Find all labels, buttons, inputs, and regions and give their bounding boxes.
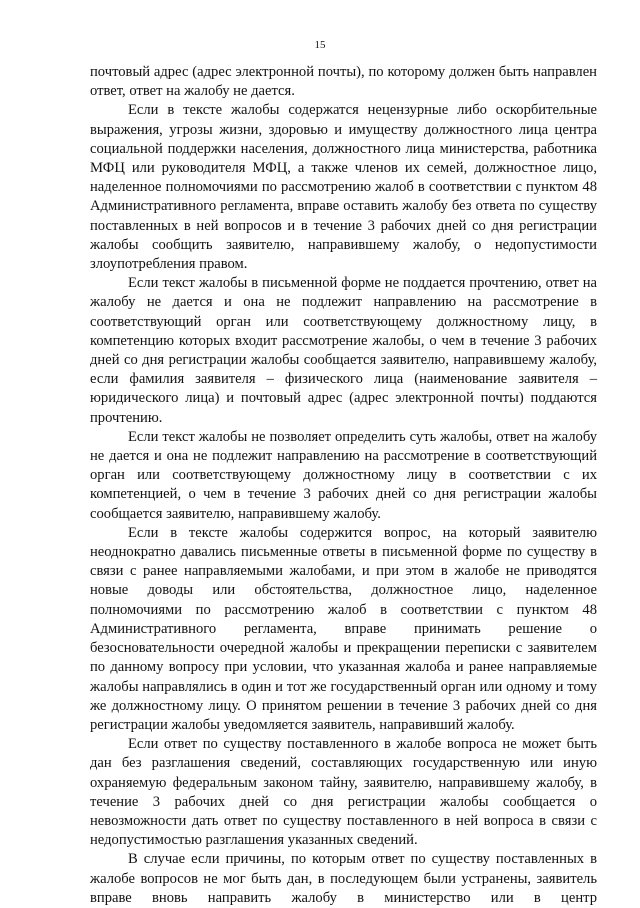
paragraph-offensive-content: Если в тексте жалобы содержатся нецензурные либо оскорбительные выражения, угрозы жизни, здоровью и имуществу должностного лица центра социальной поддержки населения, должностного лица министерства, работника МФЦ или руководителя МФЦ, а также членов их семей, должностное лицо, наделенное полномочиями по рассмотрению жалоб в соответствии с пунктом 48 Административного регламента, вправе оставить жалобу без ответа по существу поставленных в ней вопросов и в течение 3 рабочих дней со дня регистрации жалобы сообщить заявителю, направившему жалобу, о недопустимости злоупотребления правом. — [90, 102, 597, 273]
paragraph-resubmission: В случае если причины, по которым ответ по существу поставленных в жалобе вопросов не мог быть дан, в последующем были устранены, заявитель вправе вновь направить жалобу в министерство или в центр — [90, 851, 597, 906]
paragraph-undefined-essence: Если текст жалобы не позволяет определить суть жалобы, ответ на жалобу не дается и она не подлежит направлению на рассмотрение в соответствующий орган или соответствующему должностному лицу в соответствии с их компетенцией, о чем в течение 3 рабочих дней со дня регистрации жалобы сообщается заявителю, направившему жалобу. — [90, 428, 597, 522]
paragraph-continuation: почтовый адрес (адрес электронной почты), по которому должен быть направлен ответ, ответ на жалобу не дается. — [90, 64, 597, 100]
paragraph-repeated-question: Если в тексте жалобы содержится вопрос, на который заявителю неоднократно давались письменные ответы в письменной форме по существу в связи с ранее направляемыми жалобами, и при этом в жалобе не приводятся новые доводы или обстоятельства, должностное лицо, наделенное полномочиями по рассмотрению жалоб в соответствии с пунктом 48 Административного регламента, вправе принимать решение о безосновательности очередной жалобы и прекращении переписки с заявителем по данному вопросу при условии, что указанная жалоба и ранее направляемые жалобы направлялись в один и тот же государственный орган или одному и тому же должностному лицу. О принятом решении в течение 3 рабочих дней со дня регистрации жалобы уведомляется заявитель, направивший жалобу. — [90, 524, 597, 733]
paragraph-state-secret: Если ответ по существу поставленного в жалобе вопроса не может быть дан без разглашения сведений, составляющих государственную или иную охраняемую федеральным законом тайну, заявителю, направившему жалобу, в течение 3 рабочих дней со дня регистрации жалобы сообщается о невозможности дать ответ по существу поставленного в ней вопроса в связи с недопустимостью разглашения указанных сведений. — [90, 736, 597, 849]
page-number: 15 — [314, 39, 326, 51]
paragraph-illegible-text: Если текст жалобы в письменной форме не поддается прочтению, ответ на жалобу не дается и она не подлежит направлению на рассмотрение в соответствующий орган или соответствующему должностному лицу, в компетенцию которых входит рассмотрение жалобы, о чем в течение 3 рабочих дней со дня регистрации жалобы сообщается заявителю, направившему жалобу, если фамилия заявителя – физического лица (наименование заявителя – юридического лица) и почтовый адрес (адрес электронной почты) поддаются прочтению. — [90, 275, 597, 426]
body-text — [90, 63, 597, 908]
